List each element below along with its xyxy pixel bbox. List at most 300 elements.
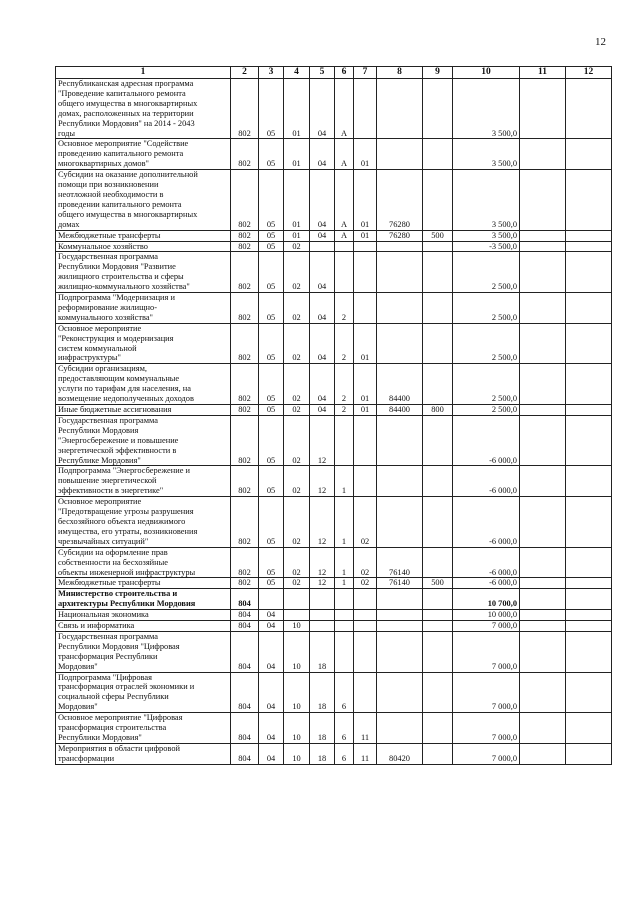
code-cell bbox=[520, 621, 566, 632]
table-row bbox=[56, 547, 612, 578]
description-line: Основное мероприятие bbox=[58, 497, 142, 507]
code-cell: 802 bbox=[231, 466, 259, 497]
code-cell: 802 bbox=[231, 547, 259, 578]
row-description bbox=[56, 241, 231, 252]
code-cell bbox=[423, 631, 453, 672]
code-cell bbox=[354, 241, 377, 252]
code-cell: 18 bbox=[310, 631, 335, 672]
code-cell bbox=[377, 589, 423, 610]
table-row bbox=[56, 713, 612, 744]
code-cell: 802 bbox=[231, 170, 259, 230]
code-cell bbox=[566, 578, 612, 589]
code-cell bbox=[520, 743, 566, 764]
code-cell bbox=[520, 323, 566, 364]
code-cell bbox=[423, 621, 453, 632]
amount-cell: 7 000,0 bbox=[453, 713, 520, 744]
code-cell bbox=[566, 170, 612, 230]
code-cell: 804 bbox=[231, 672, 259, 713]
row-description bbox=[56, 589, 231, 610]
code-cell: 500 bbox=[423, 578, 453, 589]
amount-cell: 7 000,0 bbox=[453, 631, 520, 672]
code-cell: 04 bbox=[310, 293, 335, 324]
code-cell: 12 bbox=[310, 497, 335, 548]
description-line: Основное мероприятие "Содействие bbox=[58, 139, 189, 149]
row-description bbox=[56, 547, 231, 578]
code-cell bbox=[520, 631, 566, 672]
code-cell: 2 bbox=[335, 405, 354, 416]
code-cell bbox=[566, 293, 612, 324]
row-description bbox=[56, 79, 231, 139]
code-cell bbox=[377, 293, 423, 324]
code-cell bbox=[354, 621, 377, 632]
code-cell: 02 bbox=[354, 547, 377, 578]
description-line: Республики Мордовия "Развитие bbox=[58, 262, 176, 272]
code-cell: 05 bbox=[259, 241, 284, 252]
code-cell bbox=[566, 415, 612, 466]
description-line: Межбюджетные трансферты bbox=[58, 578, 161, 588]
code-cell: 500 bbox=[423, 230, 453, 241]
code-cell: 04 bbox=[310, 405, 335, 416]
description-line: Основное мероприятие bbox=[58, 323, 142, 333]
code-cell: 802 bbox=[231, 405, 259, 416]
code-cell: 804 bbox=[231, 631, 259, 672]
amount-cell: 7 000,0 bbox=[453, 672, 520, 713]
code-cell: А bbox=[335, 170, 354, 230]
code-cell: 04 bbox=[310, 364, 335, 405]
table-row bbox=[56, 631, 612, 672]
code-cell: 802 bbox=[231, 79, 259, 139]
code-cell bbox=[354, 252, 377, 293]
code-cell bbox=[566, 743, 612, 764]
description-line: Республики Мордовия bbox=[58, 425, 139, 435]
description-line: Государственная программа bbox=[58, 415, 159, 425]
code-cell: 02 bbox=[284, 364, 310, 405]
code-cell: 802 bbox=[231, 293, 259, 324]
amount-cell: 2 500,0 bbox=[453, 293, 520, 324]
code-cell bbox=[566, 252, 612, 293]
budget-table bbox=[55, 66, 612, 765]
code-cell bbox=[335, 589, 354, 610]
code-cell bbox=[423, 252, 453, 293]
code-cell bbox=[520, 252, 566, 293]
table-row bbox=[56, 589, 612, 610]
code-cell: 1 bbox=[335, 466, 354, 497]
code-cell bbox=[520, 139, 566, 170]
col-header: 3 bbox=[259, 67, 284, 79]
code-cell bbox=[423, 589, 453, 610]
code-cell: 10 bbox=[284, 621, 310, 632]
code-cell: 04 bbox=[259, 743, 284, 764]
description-line: годы bbox=[58, 128, 76, 138]
code-cell: 05 bbox=[259, 139, 284, 170]
code-cell bbox=[259, 589, 284, 610]
description-line: коммунального хозяйства" bbox=[58, 312, 153, 322]
code-cell bbox=[566, 631, 612, 672]
code-cell: 02 bbox=[284, 466, 310, 497]
code-cell bbox=[566, 405, 612, 416]
code-cell bbox=[520, 466, 566, 497]
code-cell bbox=[310, 610, 335, 621]
description-line: социальной сферы Республики bbox=[58, 692, 169, 702]
code-cell bbox=[354, 79, 377, 139]
code-cell bbox=[423, 713, 453, 744]
amount-cell: 7 000,0 bbox=[453, 743, 520, 764]
code-cell bbox=[520, 589, 566, 610]
table-row bbox=[56, 139, 612, 170]
description-line: Республике Мордовия" bbox=[58, 455, 141, 465]
row-description bbox=[56, 364, 231, 405]
code-cell bbox=[423, 79, 453, 139]
code-cell: 02 bbox=[354, 578, 377, 589]
code-cell bbox=[335, 631, 354, 672]
col-header: 7 bbox=[354, 67, 377, 79]
row-description bbox=[56, 139, 231, 170]
amount-cell: 10 700,0 bbox=[453, 589, 520, 610]
row-description bbox=[56, 323, 231, 364]
description-line: Государственная программа bbox=[58, 631, 159, 641]
code-cell bbox=[335, 415, 354, 466]
code-cell: 10 bbox=[284, 743, 310, 764]
amount-cell: 3 500,0 bbox=[453, 170, 520, 230]
code-cell: 04 bbox=[310, 323, 335, 364]
code-cell: 76140 bbox=[377, 547, 423, 578]
code-cell: 05 bbox=[259, 170, 284, 230]
code-cell bbox=[520, 547, 566, 578]
row-description bbox=[56, 610, 231, 621]
code-cell bbox=[377, 241, 423, 252]
code-cell bbox=[566, 241, 612, 252]
code-cell bbox=[566, 323, 612, 364]
code-cell bbox=[520, 497, 566, 548]
code-cell bbox=[310, 621, 335, 632]
table-row bbox=[56, 466, 612, 497]
amount-cell: 10 000,0 bbox=[453, 610, 520, 621]
code-cell: 02 bbox=[284, 497, 310, 548]
table-row bbox=[56, 621, 612, 632]
amount-cell: 2 500,0 bbox=[453, 364, 520, 405]
code-cell: 10 bbox=[284, 713, 310, 744]
code-cell: 11 bbox=[354, 743, 377, 764]
code-cell: 02 bbox=[284, 293, 310, 324]
code-cell: А bbox=[335, 139, 354, 170]
code-cell: А bbox=[335, 230, 354, 241]
code-cell bbox=[520, 415, 566, 466]
table-row bbox=[56, 241, 612, 252]
table-row bbox=[56, 497, 612, 548]
code-cell bbox=[520, 293, 566, 324]
code-cell bbox=[566, 230, 612, 241]
description-line: "Реконструкция и модернизация bbox=[58, 333, 174, 343]
code-cell bbox=[423, 323, 453, 364]
code-cell: 800 bbox=[423, 405, 453, 416]
code-cell bbox=[520, 713, 566, 744]
code-cell bbox=[377, 497, 423, 548]
code-cell bbox=[354, 610, 377, 621]
row-description bbox=[56, 672, 231, 713]
code-cell: 11 bbox=[354, 713, 377, 744]
description-line: объекты инженерной инфраструктуры bbox=[58, 567, 196, 577]
code-cell: 05 bbox=[259, 364, 284, 405]
code-cell bbox=[354, 672, 377, 713]
code-cell: 12 bbox=[310, 578, 335, 589]
code-cell: 84400 bbox=[377, 364, 423, 405]
code-cell bbox=[377, 610, 423, 621]
code-cell: 02 bbox=[284, 252, 310, 293]
code-cell: 05 bbox=[259, 547, 284, 578]
code-cell: 04 bbox=[310, 170, 335, 230]
code-cell: 04 bbox=[310, 252, 335, 293]
code-cell bbox=[520, 241, 566, 252]
code-cell: 76280 bbox=[377, 230, 423, 241]
description-line: энергетической эффективности в bbox=[58, 445, 177, 455]
table-row bbox=[56, 170, 612, 230]
table-row bbox=[56, 230, 612, 241]
code-cell: 802 bbox=[231, 323, 259, 364]
code-cell bbox=[423, 170, 453, 230]
code-cell: 18 bbox=[310, 672, 335, 713]
code-cell: 05 bbox=[259, 497, 284, 548]
code-cell: 04 bbox=[259, 672, 284, 713]
code-cell: 01 bbox=[354, 323, 377, 364]
code-cell bbox=[423, 497, 453, 548]
code-cell bbox=[310, 589, 335, 610]
description-line: Основное мероприятие "Цифровая bbox=[58, 713, 183, 723]
row-description bbox=[56, 743, 231, 764]
description-line: Субсидии на оформление прав bbox=[58, 547, 168, 557]
description-line: Национальная экономика bbox=[58, 610, 149, 620]
col-header: 5 bbox=[310, 67, 335, 79]
code-cell bbox=[423, 466, 453, 497]
row-description bbox=[56, 497, 231, 548]
description-line: трансформации bbox=[58, 753, 115, 763]
row-description bbox=[56, 293, 231, 324]
amount-cell: -3 500,0 bbox=[453, 241, 520, 252]
code-cell: 802 bbox=[231, 139, 259, 170]
description-line: Подпрограмма "Цифровая bbox=[58, 672, 152, 682]
code-cell bbox=[377, 139, 423, 170]
col-header: 12 bbox=[566, 67, 612, 79]
table-row bbox=[56, 405, 612, 416]
col-header: 4 bbox=[284, 67, 310, 79]
code-cell: 05 bbox=[259, 466, 284, 497]
code-cell: 02 bbox=[284, 415, 310, 466]
description-line: инфраструктуры" bbox=[58, 353, 121, 363]
description-line: "Проведение капитального ремонта bbox=[58, 88, 186, 98]
code-cell: 02 bbox=[354, 497, 377, 548]
amount-cell: 7 000,0 bbox=[453, 621, 520, 632]
description-line: имущества, его утраты, возникновения bbox=[58, 526, 198, 536]
description-line: Подпрограмма "Модернизация и bbox=[58, 293, 175, 303]
code-cell: 01 bbox=[354, 364, 377, 405]
amount-cell: 3 500,0 bbox=[453, 230, 520, 241]
code-cell bbox=[520, 79, 566, 139]
row-description bbox=[56, 405, 231, 416]
table-row bbox=[56, 743, 612, 764]
code-cell: 18 bbox=[310, 713, 335, 744]
table-row bbox=[56, 578, 612, 589]
code-cell bbox=[377, 466, 423, 497]
code-cell: 10 bbox=[284, 631, 310, 672]
code-cell: 12 bbox=[310, 466, 335, 497]
table-body bbox=[56, 79, 612, 765]
code-cell: 802 bbox=[231, 252, 259, 293]
table-row bbox=[56, 364, 612, 405]
code-cell: 01 bbox=[354, 170, 377, 230]
code-cell: 1 bbox=[335, 578, 354, 589]
description-line: предоставляющим коммунальные bbox=[58, 374, 180, 384]
code-cell: 2 bbox=[335, 323, 354, 364]
description-line: Иные бюджетные ассигнования bbox=[58, 405, 172, 414]
description-line: бесхозяйного объекта недвижимого bbox=[58, 516, 186, 526]
description-line: помощи при возникновении bbox=[58, 180, 159, 190]
code-cell: 804 bbox=[231, 621, 259, 632]
code-cell: 01 bbox=[284, 230, 310, 241]
code-cell: 76280 bbox=[377, 170, 423, 230]
code-cell: 802 bbox=[231, 497, 259, 548]
table-row bbox=[56, 252, 612, 293]
code-cell: 04 bbox=[310, 139, 335, 170]
code-cell: 802 bbox=[231, 241, 259, 252]
row-description bbox=[56, 621, 231, 632]
amount-cell: -6 000,0 bbox=[453, 578, 520, 589]
description-line: Республики Мордовия" на 2014 - 2043 bbox=[58, 118, 195, 128]
row-description bbox=[56, 578, 231, 589]
code-cell: 01 bbox=[354, 139, 377, 170]
code-cell bbox=[335, 241, 354, 252]
code-cell: 04 bbox=[310, 230, 335, 241]
code-cell bbox=[423, 672, 453, 713]
description-line: многоквартирных домов" bbox=[58, 159, 149, 169]
table-row bbox=[56, 293, 612, 324]
description-line: Субсидии на оказание дополнительной bbox=[58, 170, 198, 180]
code-cell: 84400 bbox=[377, 405, 423, 416]
amount-cell: 2 500,0 bbox=[453, 252, 520, 293]
code-cell: 04 bbox=[310, 79, 335, 139]
description-line: Республиканская адресная программа bbox=[58, 79, 194, 88]
code-cell bbox=[377, 672, 423, 713]
code-cell bbox=[566, 364, 612, 405]
code-cell: 802 bbox=[231, 415, 259, 466]
description-line: Мордовия" bbox=[58, 661, 98, 671]
code-cell bbox=[354, 466, 377, 497]
code-cell bbox=[377, 252, 423, 293]
description-line: Республики Мордовия "Цифровая bbox=[58, 641, 180, 651]
code-cell: 802 bbox=[231, 364, 259, 405]
description-line: трансформация отраслей экономики и bbox=[58, 682, 195, 692]
table-row bbox=[56, 323, 612, 364]
code-cell: 10 bbox=[284, 672, 310, 713]
row-description bbox=[56, 230, 231, 241]
row-description bbox=[56, 631, 231, 672]
code-cell: 02 bbox=[284, 405, 310, 416]
description-line: Связь и информатика bbox=[58, 621, 135, 631]
description-line: Межбюджетные трансферты bbox=[58, 230, 161, 240]
code-cell bbox=[423, 293, 453, 324]
col-header: 11 bbox=[520, 67, 566, 79]
code-cell bbox=[566, 589, 612, 610]
description-line: повышение энергетической bbox=[58, 476, 157, 486]
code-cell bbox=[520, 364, 566, 405]
code-cell: 01 bbox=[284, 79, 310, 139]
col-header: 1 bbox=[56, 67, 231, 79]
code-cell bbox=[566, 466, 612, 497]
description-line: Субсидии организациям, bbox=[58, 364, 147, 374]
code-cell bbox=[566, 610, 612, 621]
code-cell: 05 bbox=[259, 415, 284, 466]
code-cell bbox=[423, 547, 453, 578]
code-cell bbox=[423, 610, 453, 621]
code-cell: 2 bbox=[335, 293, 354, 324]
code-cell: 05 bbox=[259, 230, 284, 241]
code-cell bbox=[520, 578, 566, 589]
row-description bbox=[56, 713, 231, 744]
code-cell: 05 bbox=[259, 79, 284, 139]
code-cell bbox=[354, 589, 377, 610]
code-cell bbox=[520, 230, 566, 241]
amount-cell: -6 000,0 bbox=[453, 547, 520, 578]
code-cell bbox=[335, 610, 354, 621]
description-line: чрезвычайных ситуаций" bbox=[58, 536, 149, 546]
row-description bbox=[56, 415, 231, 466]
code-cell bbox=[284, 610, 310, 621]
description-line: архитектуры Республики Мордовия bbox=[58, 599, 196, 609]
amount-cell: 3 500,0 bbox=[453, 139, 520, 170]
description-line: "Предотвращение угрозы разрушения bbox=[58, 507, 194, 517]
code-cell: 802 bbox=[231, 230, 259, 241]
amount-cell: 2 500,0 bbox=[453, 323, 520, 364]
code-cell: 04 bbox=[259, 631, 284, 672]
code-cell bbox=[520, 610, 566, 621]
code-cell: 804 bbox=[231, 610, 259, 621]
table-row bbox=[56, 672, 612, 713]
code-cell bbox=[377, 415, 423, 466]
description-line: собственности на бесхозяйные bbox=[58, 557, 168, 567]
code-cell bbox=[377, 323, 423, 364]
description-line: домах bbox=[58, 219, 80, 229]
code-cell bbox=[354, 293, 377, 324]
code-cell bbox=[335, 252, 354, 293]
description-line: проведении капитального ремонта bbox=[58, 199, 182, 209]
table-row bbox=[56, 610, 612, 621]
code-cell bbox=[423, 415, 453, 466]
description-line: услуги по тарифам для населения, на bbox=[58, 384, 191, 394]
code-cell: 04 bbox=[259, 621, 284, 632]
code-cell: 01 bbox=[354, 405, 377, 416]
code-cell: 02 bbox=[284, 241, 310, 252]
row-description bbox=[56, 252, 231, 293]
amount-cell: -6 000,0 bbox=[453, 415, 520, 466]
description-line: систем коммунальной bbox=[58, 343, 137, 353]
code-cell: 12 bbox=[310, 547, 335, 578]
code-cell: 804 bbox=[231, 589, 259, 610]
col-header: 6 bbox=[335, 67, 354, 79]
code-cell: 01 bbox=[354, 230, 377, 241]
code-cell: 01 bbox=[284, 139, 310, 170]
code-cell: 12 bbox=[310, 415, 335, 466]
code-cell: 1 bbox=[335, 497, 354, 548]
code-cell bbox=[566, 713, 612, 744]
code-cell: 6 bbox=[335, 713, 354, 744]
description-line: возмещение недополученных доходов bbox=[58, 394, 194, 404]
code-cell: 6 bbox=[335, 743, 354, 764]
code-cell: 80420 bbox=[377, 743, 423, 764]
code-cell bbox=[377, 79, 423, 139]
code-cell: 804 bbox=[231, 713, 259, 744]
code-cell: 2 bbox=[335, 364, 354, 405]
code-cell bbox=[566, 139, 612, 170]
code-cell: 05 bbox=[259, 252, 284, 293]
description-line: жилищно-коммунального хозяйства" bbox=[58, 282, 190, 292]
